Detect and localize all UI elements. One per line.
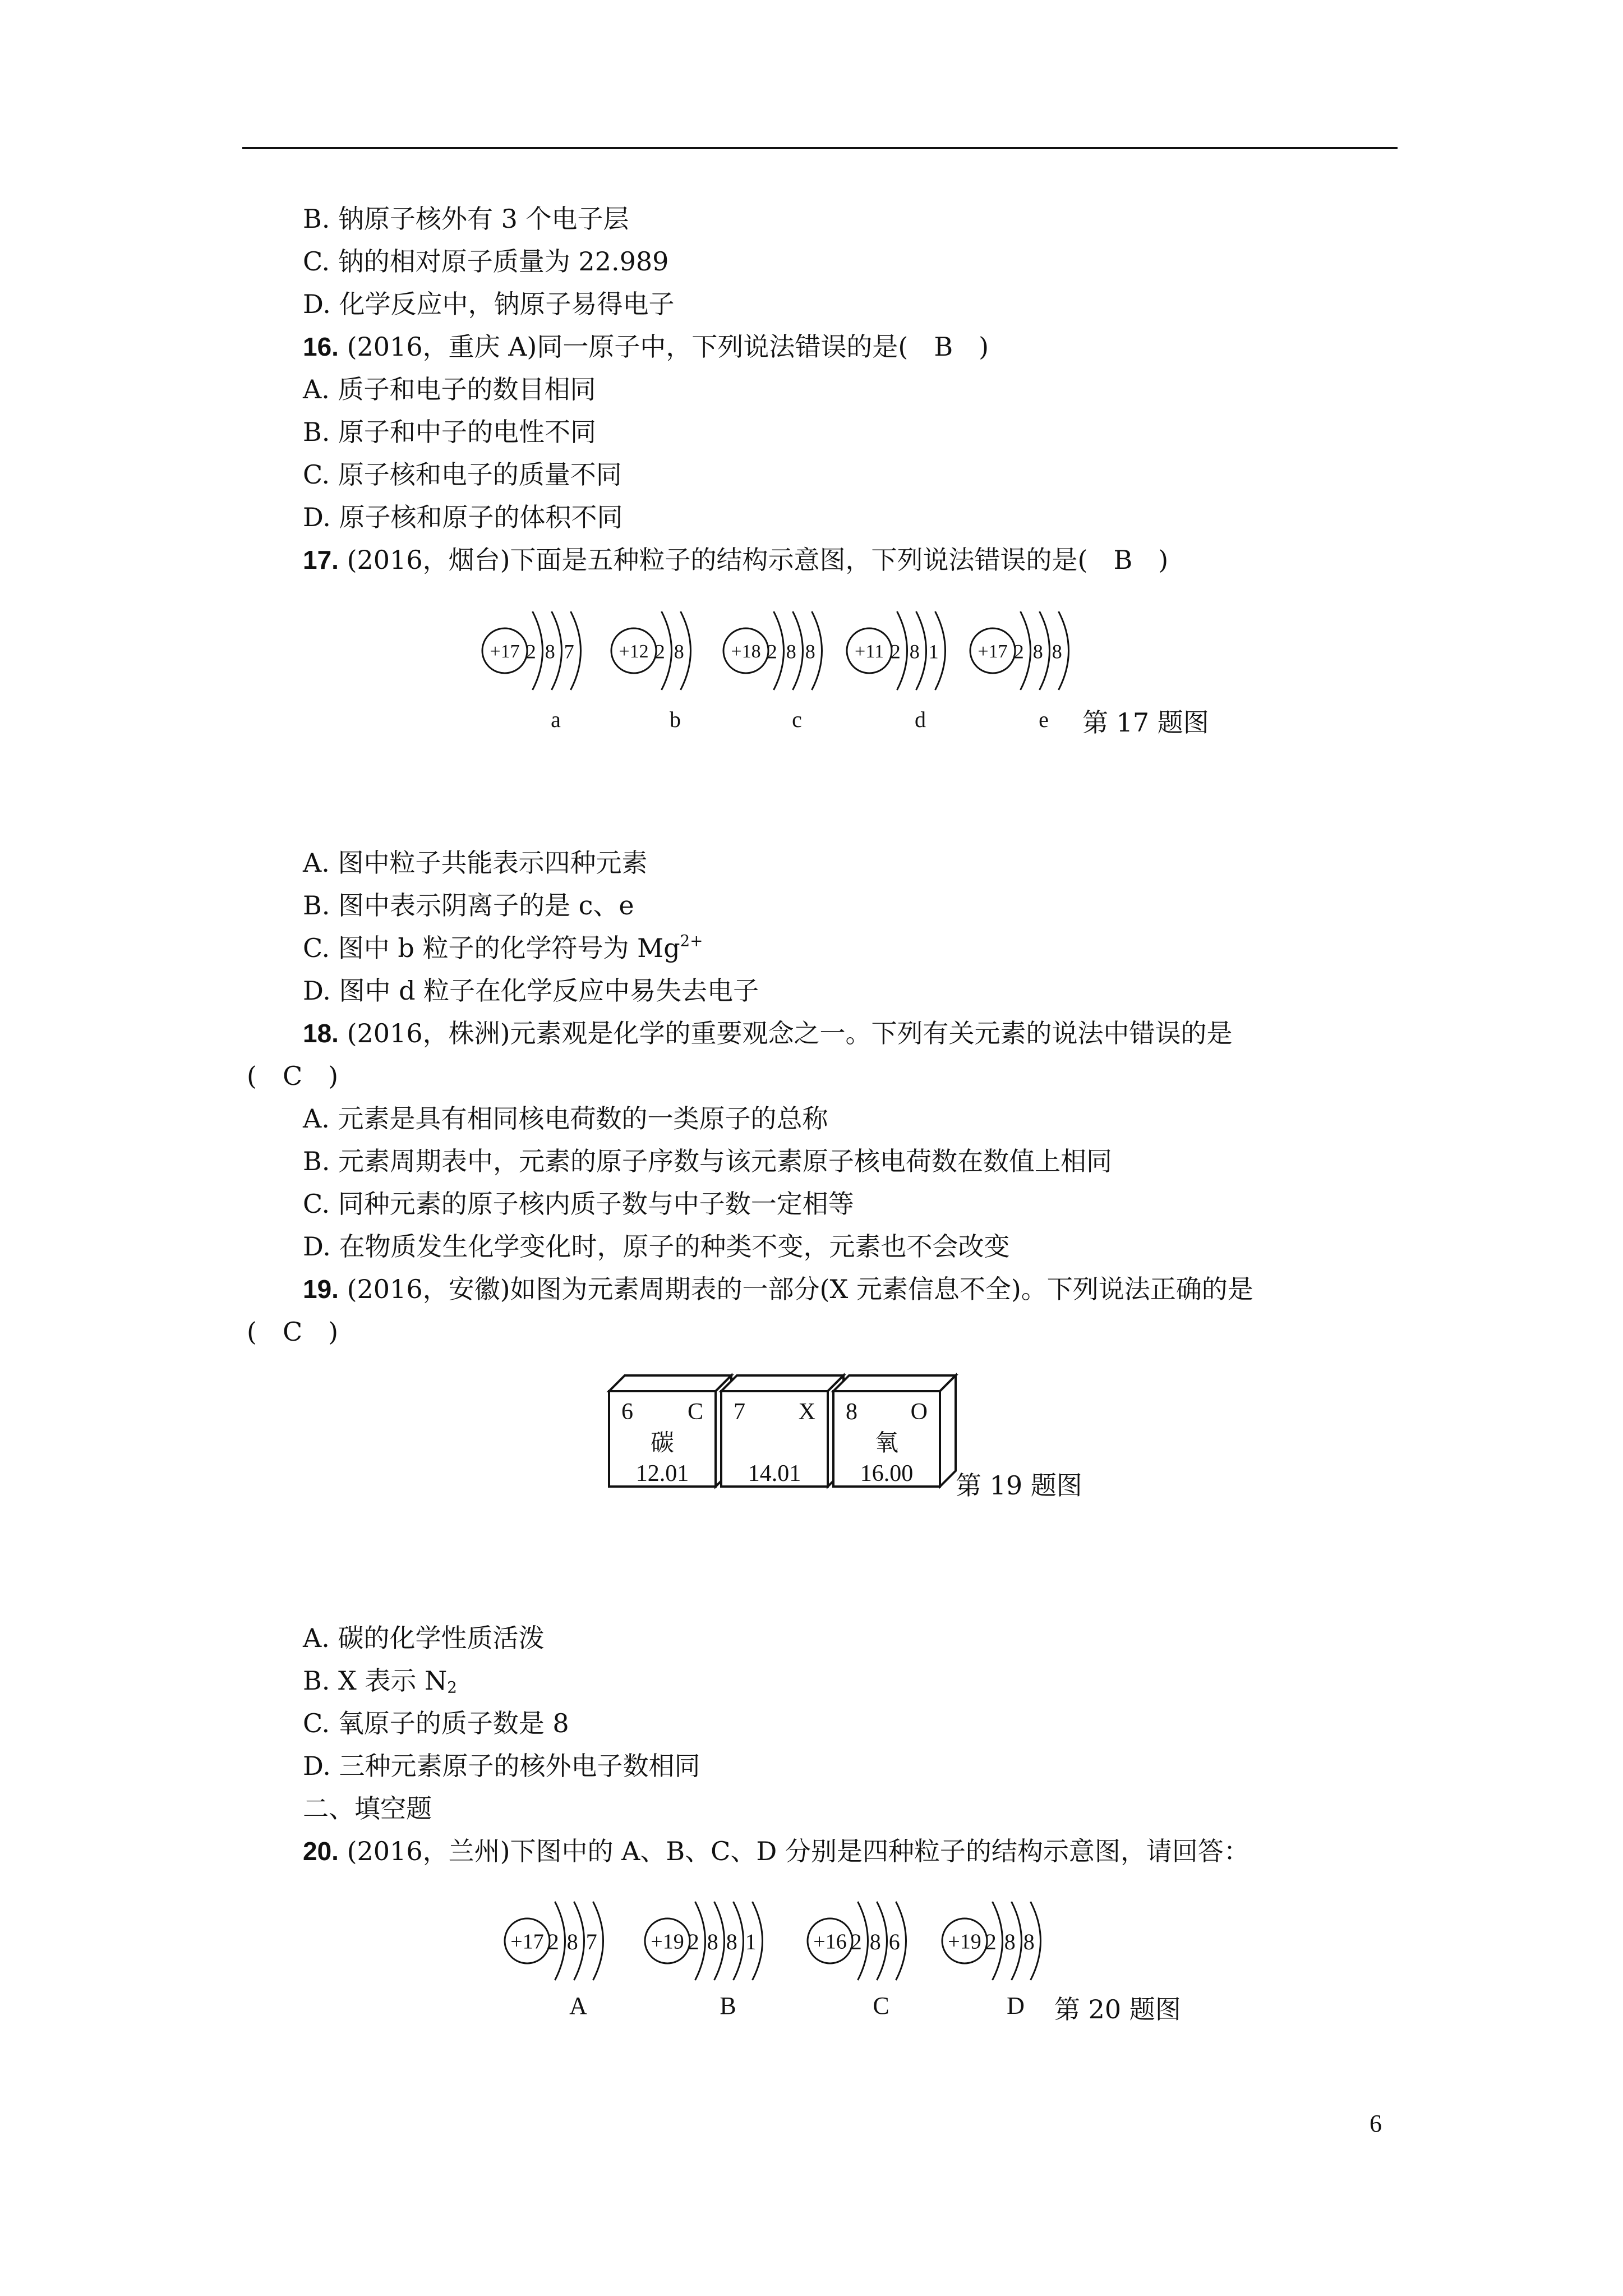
element-symbol: C — [687, 1399, 703, 1425]
nucleus-charge: +19 — [651, 1930, 684, 1954]
q16-stem-line — [303, 330, 989, 364]
particle-label: A — [569, 1992, 587, 2019]
q17-option-a: A. 图中粒子共能表示四种元素 — [303, 848, 648, 878]
q17-stem: (2016，烟台)下面是五种粒子的结构示意图，下列说法错误的是( B ) — [347, 545, 1169, 575]
particle-label: C — [873, 1992, 889, 2019]
q19-option-a: A. 碳的化学性质活泼 — [303, 1623, 545, 1653]
shell-electron-count: 2 — [890, 640, 901, 663]
shell-electron-count: 7 — [585, 1929, 597, 1955]
shell-electron-count: 8 — [805, 640, 815, 663]
q18-stem: (2016，株洲)元素观是化学的重要观念之一。下列有关元素的说法中错误的是 — [347, 1018, 1233, 1048]
particle-label: c — [792, 707, 802, 732]
q19-option-d: D. 三种元素原子的核外电子数相同 — [303, 1751, 700, 1781]
q19-number: 19. — [303, 1274, 339, 1304]
cell-top-face — [721, 1375, 843, 1391]
particle-label: d — [915, 707, 926, 732]
q20-particle-A — [505, 1902, 603, 2019]
shell-electron-count: 8 — [726, 1929, 737, 1955]
q17-structure-diagram — [471, 583, 1110, 752]
q17-particle-e — [970, 611, 1069, 732]
q19-stem: (2016，安徽)如图为元素周期表的一部分(X 元素信息不全)。下列说法正确的是 — [347, 1274, 1253, 1304]
q18-option-b: B. 元素周期表中，元素的原子序数与该元素原子核电荷数在数值上相同 — [303, 1146, 1113, 1176]
q19-option-b-text: B. X 表示 N — [303, 1665, 448, 1696]
nucleus-charge: +17 — [510, 1930, 544, 1954]
page-number: 6 — [1370, 2110, 1382, 2137]
nucleus-charge: +19 — [948, 1930, 981, 1954]
atomic-number: 7 — [734, 1399, 745, 1425]
shell-electron-count: 1 — [745, 1929, 757, 1955]
q18-option-a: A. 元素是具有相同核电荷数的一类原子的总称 — [303, 1103, 828, 1134]
element-symbol: X — [798, 1399, 815, 1425]
q19-option-b — [303, 1664, 457, 1697]
q19-answer: ( C ) — [247, 1317, 339, 1347]
nucleus-charge: +16 — [813, 1930, 847, 1954]
q17-option-c — [303, 931, 703, 965]
shell-electron-count: 8 — [869, 1929, 881, 1955]
header-rule — [242, 147, 1398, 149]
shell-electron-count: 8 — [566, 1929, 578, 1955]
atomic-number: 8 — [846, 1399, 857, 1425]
shell-electron-count: 8 — [909, 640, 920, 663]
cell-top-face — [833, 1375, 956, 1391]
q19-periodic-table-figure — [606, 1369, 965, 1509]
atomic-mass: 16.00 — [860, 1461, 914, 1487]
element-symbol: O — [910, 1399, 928, 1425]
q16-option-a: A. 质子和电子的数目相同 — [303, 374, 596, 404]
q20-particle-C — [808, 1902, 906, 2019]
shell-electron-count: 2 — [654, 640, 665, 663]
q16-number: 16. — [303, 332, 339, 361]
q20-stem: (2016，兰州)下图中的 A、B、C、D 分别是四种粒子的结构示意图，请回答： — [347, 1836, 1249, 1866]
shell-electron-count: 2 — [1013, 640, 1024, 663]
atomic-mass: 14.01 — [748, 1461, 801, 1487]
shell-electron-count: 6 — [888, 1929, 900, 1955]
shell-electron-count: 2 — [688, 1929, 699, 1955]
q17-option-c-charge: 2+ — [680, 931, 703, 950]
shell-electron-count: 7 — [564, 640, 574, 663]
shell-electron-count: 2 — [767, 640, 777, 663]
nucleus-charge: +18 — [731, 641, 761, 662]
shell-electron-count: 8 — [1052, 640, 1062, 663]
periodic-cell-8 — [833, 1375, 956, 1487]
q15-option-d: D. 化学反应中，钠原子易得电子 — [303, 289, 675, 319]
nucleus-charge: +17 — [490, 641, 520, 662]
nucleus-charge: +11 — [855, 641, 884, 662]
q20-figure-caption: 第 20 题图 — [1054, 1994, 1181, 2024]
shell-electron-count: 1 — [928, 640, 939, 663]
atomic-mass: 12.01 — [635, 1461, 689, 1487]
shell-electron-count: 8 — [1032, 640, 1043, 663]
q20-particle-D — [942, 1902, 1041, 2019]
q17-particle-c — [723, 611, 822, 732]
q19-stem-line — [303, 1272, 1253, 1306]
q17-particle-a — [482, 611, 581, 732]
particle-label: a — [551, 707, 561, 732]
shell-electron-count: 8 — [1023, 1929, 1035, 1955]
q17-particle-b — [611, 611, 691, 732]
q20-number: 20. — [303, 1837, 339, 1866]
nucleus-charge: +12 — [619, 641, 649, 662]
q20-particle-B — [645, 1902, 763, 2019]
particle-label: B — [720, 1992, 736, 2019]
shell-electron-count: 2 — [547, 1929, 559, 1955]
q18-stem-line — [303, 1016, 1233, 1050]
particle-label: D — [1007, 1992, 1025, 2019]
q20-stem-line — [303, 1834, 1249, 1868]
q17-option-b: B. 图中表示阴离子的是 c、e — [303, 890, 634, 921]
atomic-number: 6 — [621, 1399, 633, 1425]
shell-electron-count: 2 — [525, 640, 536, 663]
q19-option-c: C. 氧原子的质子数是 8 — [303, 1708, 569, 1738]
particle-label: b — [670, 707, 681, 732]
q15-option-c: C. 钠的相对原子质量为 22.989 — [303, 246, 669, 277]
q18-option-d: D. 在物质发生化学变化时，原子的种类不变，元素也不会改变 — [303, 1231, 1010, 1262]
element-name: 氧 — [874, 1430, 899, 1456]
q17-particle-d — [847, 611, 946, 732]
q17-option-c-text: C. 图中 b 粒子的化学符号为 Mg — [303, 933, 680, 963]
section-heading-fill-in: 二、填空题 — [303, 1793, 432, 1824]
q17-option-d: D. 图中 d 粒子在化学反应中易失去电子 — [303, 976, 759, 1006]
cell-top-face — [609, 1375, 731, 1391]
cell-side-face — [940, 1375, 956, 1487]
q19-option-b-subscript: 2 — [447, 1678, 457, 1697]
particle-label: e — [1039, 707, 1049, 732]
q17-stem-line — [303, 543, 1168, 577]
periodic-cell-6 — [609, 1375, 731, 1487]
shell-electron-count: 2 — [985, 1929, 997, 1955]
q17-figure-caption: 第 17 题图 — [1082, 707, 1209, 738]
shell-electron-count: 8 — [786, 640, 796, 663]
shell-electron-count: 2 — [850, 1929, 862, 1955]
q15-option-b: B. 钠原子核外有 3 个电子层 — [303, 204, 629, 234]
q17-number: 17. — [303, 545, 339, 574]
q20-structure-diagram — [494, 1874, 1077, 2036]
periodic-cell-7 — [721, 1375, 843, 1487]
q16-option-c: C. 原子核和电子的质量不同 — [303, 459, 622, 490]
shell-electron-count: 8 — [545, 640, 555, 663]
q16-option-d: D. 原子核和原子的体积不同 — [303, 502, 623, 532]
q18-option-c: C. 同种元素的原子核内质子数与中子数一定相等 — [303, 1189, 854, 1219]
q16-option-b: B. 原子和中子的电性不同 — [303, 417, 597, 447]
q18-number: 18. — [303, 1019, 339, 1048]
shell-electron-count: 8 — [674, 640, 684, 663]
q18-answer: ( C ) — [247, 1061, 339, 1091]
q19-figure-caption: 第 19 题图 — [956, 1470, 1082, 1501]
q16-stem: (2016，重庆 A)同一原子中，下列说法错误的是( B ) — [347, 332, 989, 362]
shell-electron-count: 8 — [1004, 1929, 1016, 1955]
element-name: 碳 — [650, 1430, 675, 1456]
nucleus-charge: +17 — [978, 641, 1008, 662]
shell-electron-count: 8 — [707, 1929, 718, 1955]
